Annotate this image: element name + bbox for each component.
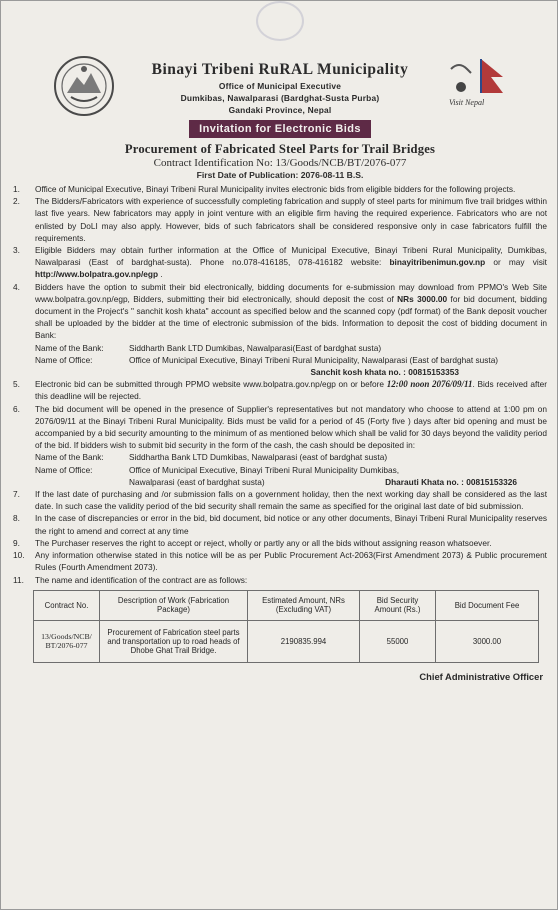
contract-table xyxy=(33,590,539,663)
procurement-title: Procurement of Fabricated Steel Parts for Trail Bridges xyxy=(124,142,436,156)
column-header: Contract No. xyxy=(34,590,100,620)
logo-text: Visit Nepal xyxy=(449,98,485,107)
notice-item xyxy=(13,183,547,195)
bank-row xyxy=(35,342,547,354)
column-header: Description of Work (Fabrication Package) xyxy=(100,590,248,620)
document-cost: NRs 3000.00 xyxy=(397,293,448,304)
item-number: 6. xyxy=(13,403,20,414)
bank-row xyxy=(35,451,547,463)
item-number: 2. xyxy=(13,196,20,207)
contract-identification: Contract Identification No: 13/Goods/NCB/BT/2076-077 xyxy=(153,157,407,169)
notice-item xyxy=(13,378,547,402)
office-row xyxy=(35,354,547,366)
item-text: The bid document will be opened in the presence of Supplier's representatives but not mandatory who choose to attend at 1:00 pm on 2076/09/11 at the Binayi Tribeni Rural Municipality. Bids must be valid for a period of 45 (Forty five ) days after bid opening and must be accompanied by a bid security amounting to the minimum of as mentioned below which shall be valid for 30 days beyond the validity period of the bid. If bidders wish to submit bid security in the form of the cash, the cash should be deposited in: xyxy=(35,403,547,451)
table-cell: Procurement of Fabrication steel parts and transportation up to road heads of Dhobe Ghat Trail Bridge. xyxy=(100,620,248,662)
notice-items xyxy=(13,183,547,586)
office-value: Office of Municipal Executive, Binayi Tribeni Rural Municipality Dumkibas, xyxy=(129,464,400,475)
table-cell: 2190835.994 xyxy=(248,620,360,662)
bank-label: Name of the Bank: xyxy=(35,342,104,353)
notice-item xyxy=(13,488,547,512)
column-header: Estimated Amount, NRs (Excluding VAT) xyxy=(248,590,360,620)
province-name: Gandaki Province, Nepal xyxy=(228,105,332,115)
bank-value: Siddharth Bank LTD Dumkibas, Nawalparasi(East of bardghat susta) xyxy=(129,342,382,353)
office-row-continued xyxy=(35,476,547,488)
invitation-banner: Invitation for Electronic Bids xyxy=(189,120,371,138)
table-cell: 13/Goods/NCB/ BT/2076-077 xyxy=(34,620,100,662)
item-number: 7. xyxy=(13,489,20,500)
office-value: Nawalparasi (east of bardghat susta) xyxy=(129,476,265,487)
dharauti-khata-number: Dharauti Khata no. : 00815153326 xyxy=(385,476,517,487)
table-header-row xyxy=(34,590,539,620)
bank-value: Siddhartha Bank LTD Dumkibas, Nawalparasi (east of bardghat susta) xyxy=(129,452,388,463)
table-cell: 55000 xyxy=(360,620,436,662)
item-text: for bid document, bidding document in the Project's " sanchit kosh khata" account as specified below and the scanned copy (pdf format) of the Bank deposit voucher shall be uploaded by the bidder at the time of electronic submission of the bids. Information to deposit the cost of bidding document in Bank: xyxy=(35,293,547,341)
submission-deadline: 12:00 noon 2076/09/11 xyxy=(386,379,473,390)
item-text: In the case of discrepancies or error in the bid, bid document, bid notice or any other documents, Binayi Tribeni Rural Municipality reserves the right to amend and correct at any time xyxy=(35,513,547,536)
item-number: 3. xyxy=(13,245,20,256)
item-text: Bidders have the option to submit their bid electronically, bidding documents for e-submission may download from PPMO's Web Site www.bolpatra.gov.np/egp, Bidders, submitting their bid electronically, should deposit the cost of xyxy=(35,281,547,304)
item-text: Any information otherwise stated in this notice will be as per Public Procurement Act-2063(First Amendment 2073) & Public procurement Rules (Fourth Amendment 2073). xyxy=(35,550,547,573)
item-number: 5. xyxy=(13,379,20,390)
office-label: Name of Office: xyxy=(35,464,93,475)
item-text: Electronic bid can be submitted through PPMO website www.bolpatra.gov.np/egp on or before xyxy=(35,379,387,390)
item-text: The name and identification of the contract are as follows: xyxy=(35,574,248,585)
table-row xyxy=(34,620,539,662)
notice-item xyxy=(13,195,547,244)
notice-item xyxy=(13,244,547,281)
item-number: 9. xyxy=(13,537,20,548)
office-name: Office of Municipal Executive xyxy=(218,81,342,91)
office-address: Dumkibas, Nawalparasi (Bardghat-Susta Purba) xyxy=(180,93,380,103)
bolpatra-link[interactable]: http://www.bolpatra.gov.np/egp xyxy=(35,269,159,280)
table-cell: 3000.00 xyxy=(436,620,539,662)
nepal-government-emblem-icon xyxy=(53,55,115,117)
notice-item xyxy=(13,281,547,379)
bank-label: Name of the Bank: xyxy=(35,452,104,463)
column-header: Bid Document Fee xyxy=(436,590,539,620)
item-text: If the last date of purchasing and /or submission falls on a government holiday, then the next working day shall be considered as the last date. In such case the validity period of the bid security shall remain the same as specified for the original last date of bid submission. xyxy=(35,489,547,512)
notice-header xyxy=(13,7,547,117)
item-text: . Bids received after this deadline will be rejected. xyxy=(35,379,547,402)
sanchit-khata-number: Sanchit kosh khata no. : 00815153353 xyxy=(310,367,459,378)
notice-item xyxy=(13,549,547,573)
column-header: Bid Security Amount (Rs.) xyxy=(360,590,436,620)
visit-nepal-logo-icon xyxy=(447,57,505,111)
item-text: or may visit xyxy=(485,257,547,268)
item-number: 1. xyxy=(13,184,20,194)
item-text: . xyxy=(158,269,163,280)
item-text: The Bidders/Fabricators with experience of successfully completing fabrication and supply of steel parts for minimum five trail bridges within last five years. New fabricators may apply in joint venture with an eligible firm having the required experience. Fabricators who are not enlisted by DoLI may also apply. However, bids of such fabricators shall be considered responsive only in case fabricators fulfill the requirements. xyxy=(35,196,547,243)
item-text: Eligible Bidders may obtain further information at the Office of Municipal Executive, Binayi Tribeni Rural Municipality, Dumkibas, Nawalparasi (East of bardghat-susta). Phone no.078-416185, 078-416182 website: xyxy=(35,245,547,268)
item-number: 11. xyxy=(13,574,24,585)
notice-item xyxy=(13,574,547,586)
office-label: Name of Office: xyxy=(35,354,93,365)
item-text: The Purchaser reserves the right to accept or reject, wholly or partly any or all the bids without assigning reason whatsoever. xyxy=(35,537,492,548)
notice-item xyxy=(13,512,547,536)
municipality-name: Binayi Tribeni RuRAL Municipality xyxy=(151,61,409,78)
office-row xyxy=(35,464,547,476)
notice-item xyxy=(13,537,547,549)
office-value: Office of Municipal Executive, Binayi Tribeni Rural Municipality, Nawalparasi (East of bardghat susta) xyxy=(129,354,499,365)
publication-date: First Date of Publication: 2076-08-11 B.S. xyxy=(196,170,364,180)
item-number: 8. xyxy=(13,513,20,524)
municipality-website-link[interactable]: binayitribenimun.gov.np xyxy=(389,257,486,268)
signature-title: Chief Administrative Officer xyxy=(419,670,543,682)
item-number: 10. xyxy=(13,550,25,561)
notice-item xyxy=(13,403,547,488)
item-text: Office of Municipal Executive, Binayi Tribeni Rural Municipality invites electronic bids from eligible bidders for the following projects. xyxy=(35,184,516,194)
item-number: 4. xyxy=(13,281,20,292)
